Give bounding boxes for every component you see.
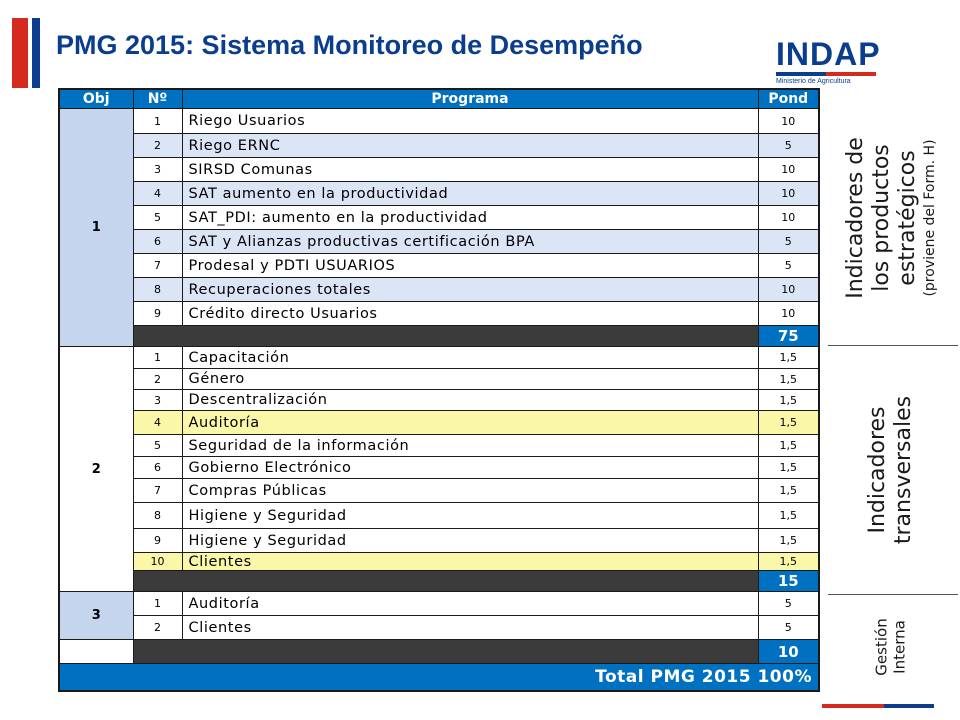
table-row xyxy=(59,254,819,278)
row-programa: Higiene y Seguridad xyxy=(182,529,758,553)
row-num: 2 xyxy=(133,134,182,158)
row-programa: Auditoría xyxy=(182,411,758,435)
accent-bar-red xyxy=(12,18,28,88)
row-programa: SIRSD Comunas xyxy=(182,158,758,182)
table-row xyxy=(59,182,819,206)
row-num: 1 xyxy=(133,109,182,134)
row-num: 4 xyxy=(133,182,182,206)
row-programa: Clientes xyxy=(182,553,758,571)
table-row xyxy=(59,529,819,553)
row-num: 8 xyxy=(133,503,182,529)
row-programa: Descentralización xyxy=(182,390,758,411)
subtotal-fill xyxy=(133,571,758,592)
side-divider xyxy=(828,345,958,346)
row-programa: SAT aumento en la productividad xyxy=(182,182,758,206)
table-row xyxy=(59,134,819,158)
row-pond: 5 xyxy=(758,254,819,278)
header-pond: Pond xyxy=(758,89,819,109)
side-label-transversales: Indicadores transversales xyxy=(865,395,916,545)
table-row xyxy=(59,553,819,571)
row-programa: Auditoría xyxy=(182,592,758,616)
table-row xyxy=(59,503,819,529)
indap-logo xyxy=(776,36,881,85)
row-num: 1 xyxy=(133,592,182,616)
accent-bar-blue xyxy=(32,18,40,88)
header-row xyxy=(59,89,819,109)
row-num: 3 xyxy=(133,158,182,182)
row-programa: Clientes xyxy=(182,616,758,640)
row-pond: 10 xyxy=(758,206,819,230)
subtotal-blank xyxy=(59,640,133,664)
row-programa: Gobierno Electrónico xyxy=(182,457,758,479)
subtotal-row xyxy=(59,571,819,592)
row-pond: 1,5 xyxy=(758,457,819,479)
row-num: 3 xyxy=(133,390,182,411)
row-pond: 10 xyxy=(758,158,819,182)
table-row xyxy=(59,109,819,134)
table-row xyxy=(59,479,819,503)
row-num: 2 xyxy=(133,616,182,640)
row-programa: Riego ERNC xyxy=(182,134,758,158)
row-num: 7 xyxy=(133,479,182,503)
logo-stripe xyxy=(776,72,876,76)
row-pond: 1,5 xyxy=(758,411,819,435)
table-row xyxy=(59,411,819,435)
obj-cell: 3 xyxy=(59,592,133,640)
row-pond: 1,5 xyxy=(758,503,819,529)
subtotal-row xyxy=(59,326,819,347)
row-num: 5 xyxy=(133,435,182,457)
table-row xyxy=(59,302,819,326)
row-num: 1 xyxy=(133,347,182,369)
row-programa: Compras Públicas xyxy=(182,479,758,503)
row-num: 6 xyxy=(133,457,182,479)
obj-cell: 2 xyxy=(59,347,133,592)
subtotal-fill xyxy=(133,640,758,664)
row-programa: Seguridad de la información xyxy=(182,435,758,457)
row-num: 8 xyxy=(133,278,182,302)
table-row xyxy=(59,435,819,457)
row-pond: 1,5 xyxy=(758,369,819,390)
side-label-productos: Indicadores de los productos estratégicos (proviene del Form. H) xyxy=(843,137,938,299)
total-label: Total PMG 2015 100% xyxy=(59,664,819,692)
header-num: Nº xyxy=(133,89,182,109)
row-pond: 1,5 xyxy=(758,347,819,369)
row-pond: 1,5 xyxy=(758,529,819,553)
row-programa: Higiene y Seguridad xyxy=(182,503,758,529)
row-programa: Crédito directo Usuarios xyxy=(182,302,758,326)
row-programa: SAT_PDI: aumento en la productividad xyxy=(182,206,758,230)
row-num: 4 xyxy=(133,411,182,435)
row-num: 5 xyxy=(133,206,182,230)
row-num: 6 xyxy=(133,230,182,254)
row-pond: 1,5 xyxy=(758,479,819,503)
row-pond: 5 xyxy=(758,230,819,254)
table-row xyxy=(59,592,819,616)
row-programa: Género xyxy=(182,369,758,390)
table-row xyxy=(59,158,819,182)
row-num: 10 xyxy=(133,553,182,571)
logo-subtitle: Ministerio de Agricultura xyxy=(776,78,851,85)
side-block-productos xyxy=(826,92,956,344)
row-programa: Capacitación xyxy=(182,347,758,369)
subtotal-value: 10 xyxy=(758,640,819,664)
row-pond: 1,5 xyxy=(758,390,819,411)
table-row xyxy=(59,206,819,230)
side-block-transversales xyxy=(826,350,956,590)
table-row xyxy=(59,369,819,390)
footer-bar-red xyxy=(822,704,884,708)
table-row xyxy=(59,347,819,369)
table-row xyxy=(59,457,819,479)
subtotal-row xyxy=(59,640,819,664)
row-programa: Prodesal y PDTI USUARIOS xyxy=(182,254,758,278)
row-num: 7 xyxy=(133,254,182,278)
row-programa: SAT y Alianzas productivas certificación BPA xyxy=(182,230,758,254)
side-divider xyxy=(828,594,958,595)
obj-cell: 1 xyxy=(59,109,133,347)
row-pond: 10 xyxy=(758,109,819,134)
side-label-gestion: Gestión Interna xyxy=(873,618,909,676)
row-pond: 10 xyxy=(758,182,819,206)
side-block-gestion xyxy=(826,598,956,696)
row-pond: 10 xyxy=(758,302,819,326)
header-programa: Programa xyxy=(182,89,758,109)
subtotal-value: 15 xyxy=(758,571,819,592)
logo-name: INDAP xyxy=(776,36,881,72)
pmg-table xyxy=(58,88,820,692)
subtotal-fill xyxy=(133,326,758,347)
total-row xyxy=(59,664,819,692)
header-obj: Obj xyxy=(59,89,133,109)
row-pond: 5 xyxy=(758,134,819,158)
row-num: 2 xyxy=(133,369,182,390)
row-pond: 5 xyxy=(758,592,819,616)
footer-bar-blue xyxy=(884,704,934,708)
page-title: PMG 2015: Sistema Monitoreo de Desempeño xyxy=(56,30,643,60)
row-pond: 5 xyxy=(758,616,819,640)
row-pond: 1,5 xyxy=(758,553,819,571)
row-programa: Riego Usuarios xyxy=(182,109,758,134)
table-row xyxy=(59,616,819,640)
row-pond: 10 xyxy=(758,278,819,302)
table-row xyxy=(59,230,819,254)
row-num: 9 xyxy=(133,302,182,326)
table-row xyxy=(59,278,819,302)
row-num: 9 xyxy=(133,529,182,553)
subtotal-value: 75 xyxy=(758,326,819,347)
row-pond: 1,5 xyxy=(758,435,819,457)
table-row xyxy=(59,390,819,411)
row-programa: Recuperaciones totales xyxy=(182,278,758,302)
